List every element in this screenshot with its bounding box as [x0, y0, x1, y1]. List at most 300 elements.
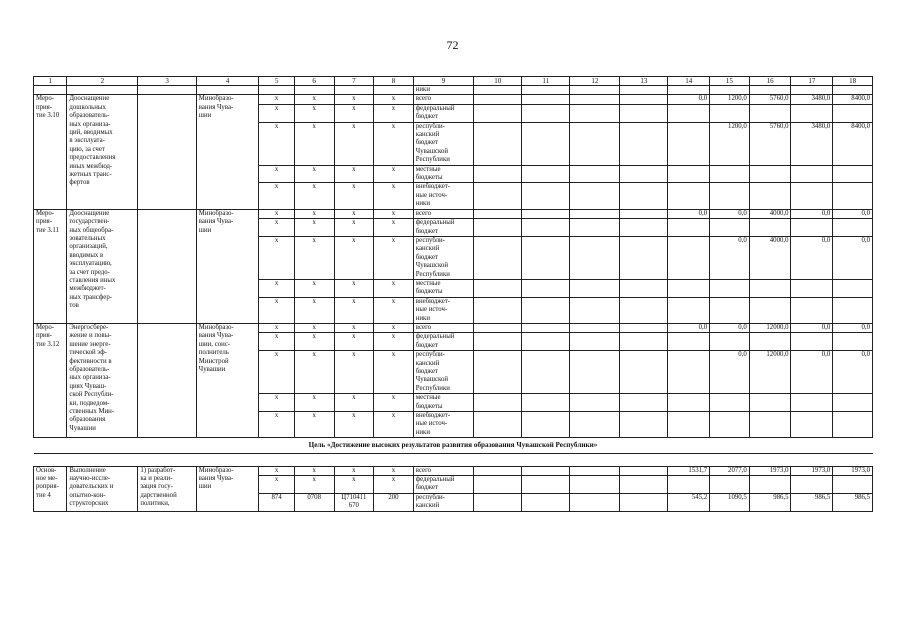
- empty-cell: [522, 412, 570, 438]
- funding-source: всего: [413, 209, 474, 218]
- budget-code-cell: x: [374, 279, 414, 297]
- goal-heading: Цель «Достижение высоких результатов развития образования Чувашской Республики»: [34, 438, 873, 453]
- amount-cell: [833, 297, 873, 323]
- amount-cell: [749, 476, 791, 494]
- empty-cell: [570, 476, 620, 494]
- empty-cell: [620, 95, 668, 104]
- amount-cell: 0,0: [833, 351, 873, 394]
- amount-cell: 0,0: [791, 351, 833, 394]
- amount-cell: [749, 219, 791, 237]
- empty-cell: [522, 333, 570, 351]
- column-number: 1: [34, 77, 67, 86]
- column-number: 11: [522, 77, 570, 86]
- page-number: 72: [446, 38, 459, 52]
- budget-code-cell: x: [374, 165, 414, 183]
- empty-cell: [522, 279, 570, 297]
- amount-cell: [749, 412, 791, 438]
- amount-cell: [791, 412, 833, 438]
- empty-cell: [474, 412, 522, 438]
- amount-cell: 0,0: [710, 236, 750, 279]
- funding-source: внебюджет- ные источ- ники: [413, 297, 474, 323]
- funding-source: федеральный бюджет: [413, 219, 474, 237]
- measure-task: 1) разработ- ка и реали- зация госу- дарственной политики,: [138, 466, 196, 511]
- empty-cell: [474, 493, 522, 511]
- budget-code-cell: x: [294, 476, 334, 494]
- empty-cell: [620, 122, 668, 165]
- budget-code-cell: x: [294, 95, 334, 104]
- amount-cell: 5760,0: [749, 95, 791, 104]
- budget-code-cell: x: [294, 183, 334, 209]
- budget-code-cell: x: [259, 394, 294, 412]
- amount-cell: [668, 351, 710, 394]
- budget-code-cell: x: [374, 122, 414, 165]
- budget-code-cell: x: [374, 183, 414, 209]
- amount-cell: [710, 412, 750, 438]
- budget-code-cell: x: [259, 333, 294, 351]
- column-number: 14: [668, 77, 710, 86]
- budget-code-cell: x: [294, 236, 334, 279]
- empty-cell: [620, 323, 668, 332]
- budget-code-cell: x: [374, 412, 414, 438]
- column-number-row: [34, 77, 873, 86]
- budget-code-cell: x: [374, 95, 414, 104]
- amount-cell: 1973,0: [749, 466, 791, 475]
- budget-code-cell: x: [294, 412, 334, 438]
- amount-cell: [833, 165, 873, 183]
- amount-cell: 4000,0: [749, 209, 791, 218]
- amount-cell: [710, 333, 750, 351]
- amount-cell: [668, 394, 710, 412]
- budget-code-cell: x: [374, 219, 414, 237]
- amount-cell: [710, 394, 750, 412]
- budget-code-cell: 874: [259, 493, 294, 511]
- amount-cell: 0,0: [791, 236, 833, 279]
- funding-source: федеральный бюджет: [413, 333, 474, 351]
- empty-cell: [522, 351, 570, 394]
- funding-source: республи- канский: [413, 493, 474, 511]
- empty-cell: [522, 476, 570, 494]
- empty-cell: [620, 493, 668, 511]
- amount-cell: [710, 476, 750, 494]
- amount-cell: [791, 333, 833, 351]
- budget-code-cell: x: [259, 236, 294, 279]
- amount-cell: [791, 476, 833, 494]
- empty-cell: [570, 209, 620, 218]
- budget-code-cell: x: [294, 351, 334, 394]
- empty-cell: [570, 394, 620, 412]
- column-number: 4: [196, 77, 259, 86]
- measure-task: [138, 95, 196, 209]
- measure-name: Энергосбере- жение и повы- шение энерге- тической эф- фективности в образователь- ных организа- циях Чуваш- ской Республи- ки, подведом- ственных Мин- образования Чувашии: [67, 323, 138, 437]
- table-row: [34, 95, 873, 104]
- empty-cell: [620, 183, 668, 209]
- budget-code-cell: 200: [374, 493, 414, 511]
- empty-cell: [620, 333, 668, 351]
- empty-cell: [570, 122, 620, 165]
- empty-cell: [474, 104, 522, 122]
- funding-source: федеральный бюджет: [413, 104, 474, 122]
- amount-cell: [833, 219, 873, 237]
- empty-cell: [474, 165, 522, 183]
- amount-cell: [668, 104, 710, 122]
- amount-cell: [749, 394, 791, 412]
- empty-cell: [570, 279, 620, 297]
- amount-cell: 1531,7: [668, 466, 710, 475]
- budget-table: [33, 76, 873, 512]
- empty-cell: [522, 183, 570, 209]
- amount-cell: 0,0: [791, 323, 833, 332]
- budget-code-cell: x: [294, 394, 334, 412]
- column-number: 7: [334, 77, 374, 86]
- budget-code-cell: x: [259, 351, 294, 394]
- amount-cell: 545,2: [668, 493, 710, 511]
- column-number: 16: [749, 77, 791, 86]
- funding-source: внебюджет- ные источ- ники: [413, 412, 474, 438]
- amount-cell: [668, 165, 710, 183]
- budget-code-cell: x: [334, 183, 374, 209]
- empty-cell: [620, 476, 668, 494]
- budget-code-cell: x: [259, 466, 294, 475]
- amount-cell: 12000,0: [749, 351, 791, 394]
- budget-code-cell: x: [374, 209, 414, 218]
- budget-code-cell: x: [334, 297, 374, 323]
- budget-code-cell: x: [334, 209, 374, 218]
- budget-code-cell: x: [374, 297, 414, 323]
- table-row: [34, 323, 873, 332]
- amount-cell: [833, 394, 873, 412]
- amount-cell: 4000,0: [749, 236, 791, 279]
- amount-cell: [791, 104, 833, 122]
- empty-cell: [620, 104, 668, 122]
- empty-cell: [522, 95, 570, 104]
- empty-cell: [570, 104, 620, 122]
- amount-cell: [749, 104, 791, 122]
- empty-cell: [570, 95, 620, 104]
- column-number: 8: [374, 77, 414, 86]
- budget-code-cell: x: [259, 165, 294, 183]
- empty-cell: [522, 219, 570, 237]
- column-number: 18: [833, 77, 873, 86]
- amount-cell: 986,5: [833, 493, 873, 511]
- amount-cell: 0,0: [668, 323, 710, 332]
- amount-cell: 12000,0: [749, 323, 791, 332]
- amount-cell: [749, 165, 791, 183]
- amount-cell: 0,0: [833, 323, 873, 332]
- carry-over-text: ники: [413, 86, 474, 95]
- empty-cell: [474, 297, 522, 323]
- funding-source: республи- канский бюджет Чувашской Республики: [413, 122, 474, 165]
- amount-cell: [833, 333, 873, 351]
- amount-cell: [668, 297, 710, 323]
- amount-cell: 0,0: [710, 209, 750, 218]
- empty-cell: [570, 236, 620, 279]
- empty-cell: [474, 466, 522, 475]
- budget-code-cell: x: [334, 219, 374, 237]
- budget-code-cell: x: [374, 394, 414, 412]
- budget-code-cell: x: [259, 183, 294, 209]
- amount-cell: 1200,0: [710, 95, 750, 104]
- amount-cell: [791, 279, 833, 297]
- budget-code-cell: x: [259, 279, 294, 297]
- measure-name: Дооснащение государствен- ных общеобра- зовательных организаций, вводимых в эксплуатацию, за счет предо- ставления иных межбюджет- ных трансфер- тов: [67, 209, 138, 323]
- empty-cell: [474, 95, 522, 104]
- budget-code-cell: x: [259, 219, 294, 237]
- funding-source: республи- канский бюджет Чувашской Республики: [413, 236, 474, 279]
- budget-code-cell: x: [294, 209, 334, 218]
- empty-cell: [474, 279, 522, 297]
- column-number: 9: [413, 77, 474, 86]
- carry-over-row: [34, 86, 873, 95]
- budget-code-cell: x: [294, 323, 334, 332]
- table-row: [34, 209, 873, 218]
- funding-source: всего: [413, 323, 474, 332]
- goal-row: [34, 438, 873, 453]
- amount-cell: 986,5: [791, 493, 833, 511]
- empty-cell: [522, 165, 570, 183]
- budget-code-cell: x: [334, 351, 374, 394]
- budget-code-cell: x: [334, 236, 374, 279]
- empty-cell: [570, 333, 620, 351]
- budget-code-cell: x: [259, 122, 294, 165]
- column-number: 6: [294, 77, 334, 86]
- budget-code-cell: x: [294, 165, 334, 183]
- funding-source: республи- канский бюджет Чувашской Республики: [413, 351, 474, 394]
- budget-code-cell: x: [259, 476, 294, 494]
- amount-cell: 0,0: [710, 351, 750, 394]
- empty-cell: [620, 279, 668, 297]
- amount-cell: [668, 279, 710, 297]
- empty-cell: [620, 351, 668, 394]
- spacer-cell: [34, 453, 873, 466]
- measure-task: [138, 323, 196, 437]
- amount-cell: [833, 183, 873, 209]
- budget-code-cell: x: [374, 333, 414, 351]
- empty-cell: [474, 236, 522, 279]
- empty-cell: [570, 466, 620, 475]
- empty-cell: [620, 297, 668, 323]
- budget-code-cell: 0708: [294, 493, 334, 511]
- amount-cell: 3480,0: [791, 95, 833, 104]
- spacer-row: [34, 453, 873, 466]
- budget-code-cell: x: [334, 333, 374, 351]
- empty-cell: [620, 209, 668, 218]
- amount-cell: 0,0: [710, 323, 750, 332]
- empty-cell: [522, 209, 570, 218]
- column-number: 5: [259, 77, 294, 86]
- empty-cell: [474, 476, 522, 494]
- amount-cell: 3480,0: [791, 122, 833, 165]
- column-number: 2: [67, 77, 138, 86]
- measure-name: Дооснащение дошкольных образователь- ных организа- ций, вводимых в эксплуата- цию, за счет предоставления иных межбюд- жетных транс- фертов: [67, 95, 138, 209]
- measure-code: Меро- прия- тие 3.12: [34, 323, 67, 437]
- amount-cell: [668, 333, 710, 351]
- measure-name: Выполнение научно-иссле- довательских и опытно-кон- структорских: [67, 466, 138, 511]
- budget-code-cell: x: [334, 394, 374, 412]
- empty-cell: [620, 219, 668, 237]
- empty-cell: [570, 183, 620, 209]
- empty-cell: [474, 333, 522, 351]
- budget-code-cell: x: [374, 236, 414, 279]
- budget-code-cell: x: [259, 209, 294, 218]
- funding-source: местные бюджеты: [413, 279, 474, 297]
- budget-code-cell: x: [294, 279, 334, 297]
- amount-cell: [710, 279, 750, 297]
- budget-code-cell: x: [334, 476, 374, 494]
- empty-cell: [570, 297, 620, 323]
- amount-cell: 2077,0: [710, 466, 750, 475]
- empty-cell: [620, 412, 668, 438]
- funding-source: всего: [413, 95, 474, 104]
- measure-executor: Минобразо- вания Чува- шии: [196, 466, 259, 511]
- empty-cell: [522, 323, 570, 332]
- measure-code: Меро- прия- тие 3.10: [34, 95, 67, 209]
- budget-code-cell: x: [374, 466, 414, 475]
- table-body: [34, 77, 873, 512]
- funding-source: федеральный бюджет: [413, 476, 474, 494]
- empty-cell: [570, 323, 620, 332]
- amount-cell: [668, 412, 710, 438]
- amount-cell: [791, 297, 833, 323]
- amount-cell: [833, 412, 873, 438]
- budget-code-cell: x: [334, 466, 374, 475]
- empty-cell: [522, 297, 570, 323]
- budget-code-cell: x: [259, 95, 294, 104]
- column-number: 12: [570, 77, 620, 86]
- amount-cell: 986,5: [749, 493, 791, 511]
- empty-cell: [474, 183, 522, 209]
- amount-cell: 8400,0: [833, 122, 873, 165]
- empty-cell: [474, 122, 522, 165]
- amount-cell: [710, 297, 750, 323]
- amount-cell: [668, 122, 710, 165]
- empty-cell: [570, 493, 620, 511]
- empty-cell: [474, 209, 522, 218]
- amount-cell: [710, 219, 750, 237]
- amount-cell: 5760,0: [749, 122, 791, 165]
- amount-cell: [749, 297, 791, 323]
- amount-cell: [833, 279, 873, 297]
- budget-code-cell: x: [334, 122, 374, 165]
- amount-cell: 0,0: [668, 209, 710, 218]
- empty-cell: [570, 351, 620, 394]
- amount-cell: 1090,5: [710, 493, 750, 511]
- funding-source: местные бюджеты: [413, 165, 474, 183]
- budget-code-cell: x: [294, 297, 334, 323]
- amount-cell: [710, 183, 750, 209]
- empty-cell: [522, 394, 570, 412]
- budget-code-cell: x: [294, 333, 334, 351]
- budget-code-cell: x: [374, 476, 414, 494]
- empty-cell: [570, 412, 620, 438]
- measure-executor: Минобразо- вания Чува- шии: [196, 209, 259, 323]
- funding-source: всего: [413, 466, 474, 475]
- empty-cell: [522, 122, 570, 165]
- amount-cell: [791, 183, 833, 209]
- budget-code-cell: x: [334, 412, 374, 438]
- budget-code-cell: x: [374, 104, 414, 122]
- budget-code-cell: x: [334, 323, 374, 332]
- empty-cell: [570, 219, 620, 237]
- measure-task: [138, 209, 196, 323]
- column-number: 10: [474, 77, 522, 86]
- amount-cell: [791, 165, 833, 183]
- budget-code-cell: Ц710411 670: [334, 493, 374, 511]
- budget-code-cell: x: [334, 104, 374, 122]
- column-number: 17: [791, 77, 833, 86]
- measure-executor: Минобразо- вания Чува- шии, соис- полнитель Минстрой Чувашии: [196, 323, 259, 437]
- empty-cell: [474, 351, 522, 394]
- amount-cell: [791, 219, 833, 237]
- amount-cell: [668, 476, 710, 494]
- budget-code-cell: x: [294, 219, 334, 237]
- budget-code-cell: x: [259, 412, 294, 438]
- amount-cell: [749, 279, 791, 297]
- amount-cell: [749, 183, 791, 209]
- amount-cell: 1200,0: [710, 122, 750, 165]
- empty-cell: [522, 466, 570, 475]
- amount-cell: 8400,0: [833, 95, 873, 104]
- amount-cell: [791, 394, 833, 412]
- empty-cell: [620, 236, 668, 279]
- amount-cell: 1973,0: [791, 466, 833, 475]
- amount-cell: 0,0: [668, 95, 710, 104]
- amount-cell: 0,0: [833, 236, 873, 279]
- amount-cell: 0,0: [833, 209, 873, 218]
- budget-code-cell: x: [374, 351, 414, 394]
- amount-cell: 0,0: [791, 209, 833, 218]
- budget-code-cell: x: [259, 297, 294, 323]
- budget-code-cell: x: [334, 165, 374, 183]
- empty-cell: [620, 165, 668, 183]
- column-number: 3: [138, 77, 196, 86]
- budget-code-cell: x: [259, 104, 294, 122]
- empty-cell: [620, 394, 668, 412]
- empty-cell: [620, 466, 668, 475]
- budget-code-cell: x: [294, 104, 334, 122]
- empty-cell: [570, 165, 620, 183]
- funding-source: местные бюджеты: [413, 394, 474, 412]
- budget-code-cell: x: [374, 323, 414, 332]
- amount-cell: [668, 219, 710, 237]
- budget-code-cell: x: [334, 95, 374, 104]
- amount-cell: [833, 476, 873, 494]
- empty-cell: [522, 236, 570, 279]
- budget-code-cell: x: [294, 122, 334, 165]
- budget-code-cell: x: [334, 279, 374, 297]
- column-number: 13: [620, 77, 668, 86]
- table-row: [34, 466, 873, 475]
- amount-cell: [749, 333, 791, 351]
- amount-cell: [710, 165, 750, 183]
- funding-source: внебюджет- ные источ- ники: [413, 183, 474, 209]
- amount-cell: 1973,0: [833, 466, 873, 475]
- amount-cell: [668, 236, 710, 279]
- measure-code: Основ- ное ме- роприя- тие 4: [34, 466, 67, 511]
- empty-cell: [522, 104, 570, 122]
- budget-code-cell: x: [294, 466, 334, 475]
- amount-cell: [833, 104, 873, 122]
- measure-executor: Минобразо- вания Чува- шии: [196, 95, 259, 209]
- measure-code: Меро- прия- тие 3.11: [34, 209, 67, 323]
- budget-code-cell: x: [259, 323, 294, 332]
- empty-cell: [474, 219, 522, 237]
- empty-cell: [522, 493, 570, 511]
- amount-cell: [710, 104, 750, 122]
- empty-cell: [474, 394, 522, 412]
- empty-cell: [474, 323, 522, 332]
- amount-cell: [668, 183, 710, 209]
- column-number: 15: [710, 77, 750, 86]
